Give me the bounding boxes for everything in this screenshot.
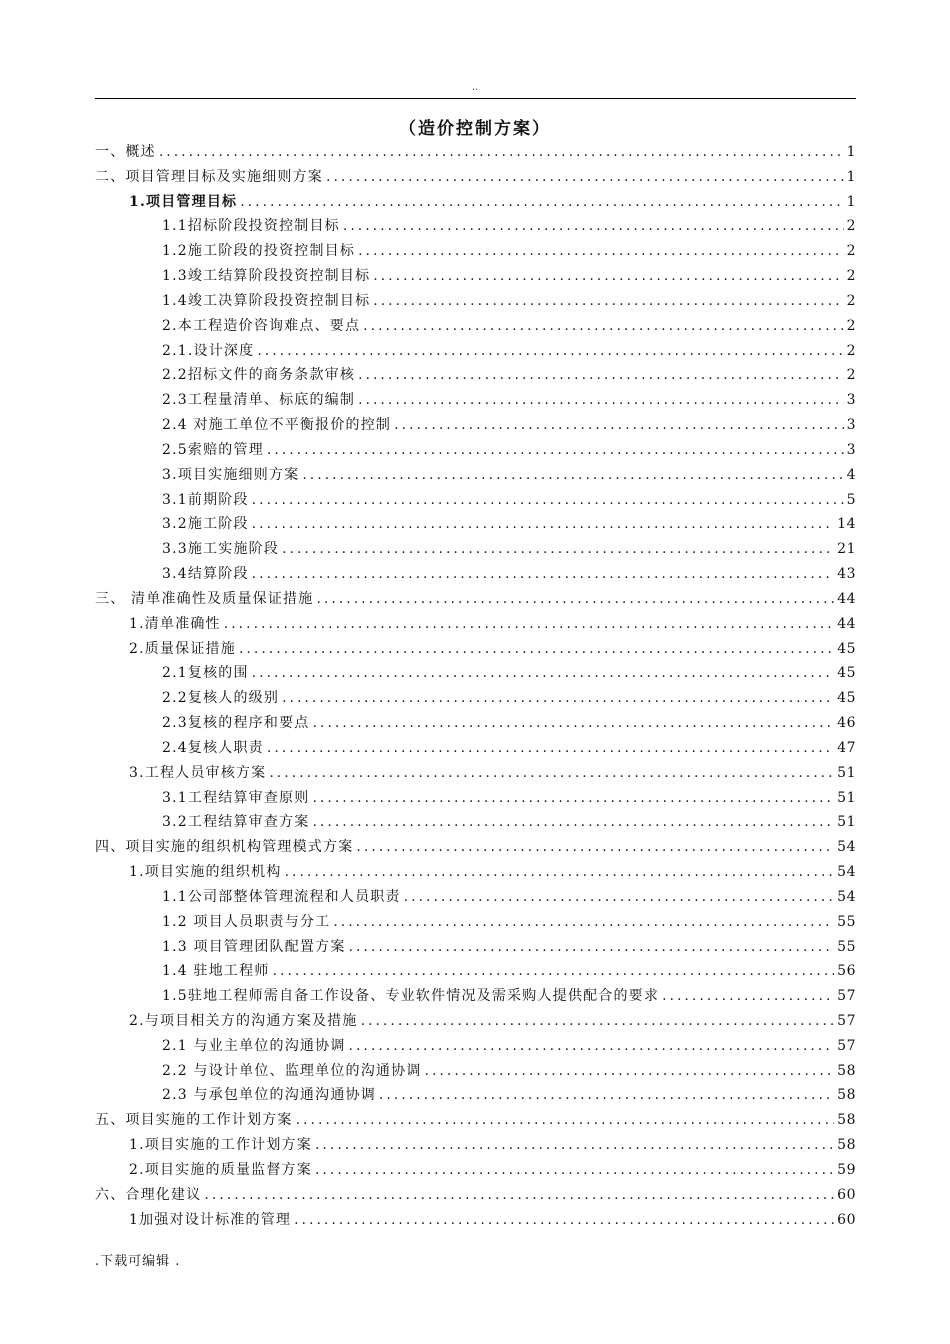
- toc-entry[interactable]: [95, 1034, 856, 1059]
- toc-entry[interactable]: [95, 289, 856, 314]
- toc-page-number: 46: [837, 715, 856, 732]
- toc-page-number: 2: [846, 292, 856, 309]
- toc-entry-title: 3.4结算阶段: [162, 566, 249, 583]
- toc-entry-title: 1.3竣工结算阶段投资控制目标: [162, 268, 371, 285]
- toc-leader-dots: [662, 984, 834, 1009]
- toc-entry[interactable]: [95, 562, 856, 587]
- toc-entry[interactable]: [95, 910, 856, 935]
- toc-entry-title: 2.4 对施工单位不平衡报价的控制: [162, 417, 392, 434]
- toc-leader-dots: [252, 512, 835, 537]
- toc-entry-title: 六、合理化建议: [95, 1186, 202, 1203]
- toc-leader-dots: [285, 860, 835, 885]
- toc-entry-title: 1.1招标阶段投资控制目标: [162, 218, 340, 235]
- toc-entry[interactable]: [95, 935, 856, 960]
- toc-page-number: 44: [837, 615, 856, 632]
- toc-entry-title: 3.工程人员审核方案: [129, 764, 267, 781]
- toc-entry-title: 四、项目实施的组织机构管理模式方案: [95, 839, 354, 856]
- header-mark: ..: [471, 82, 479, 93]
- toc-entry[interactable]: [95, 1158, 856, 1183]
- toc-leader-dots: [373, 289, 843, 314]
- toc-page-number: 51: [837, 814, 856, 831]
- toc-entry[interactable]: [95, 686, 856, 711]
- toc-leader-dots: [404, 885, 835, 910]
- toc-entry[interactable]: [95, 885, 856, 910]
- toc-entry-title: 3.1工程结算审查原则: [162, 789, 310, 806]
- toc-page-number: 51: [837, 789, 856, 806]
- toc-leader-dots: [312, 786, 834, 811]
- toc-leader-dots: [204, 1183, 834, 1208]
- toc-page-number: 1: [846, 168, 856, 185]
- toc-leader-dots: [363, 314, 843, 339]
- toc-leader-dots: [273, 959, 835, 984]
- toc-leader-dots: [343, 214, 844, 239]
- toc-entry-title: 2.2复核人的级别: [162, 690, 280, 707]
- toc-page-number: 2: [846, 317, 856, 334]
- toc-entry-title: 3.2施工阶段: [162, 516, 249, 533]
- toc-entry-title: 1.5驻地工程师需自备工作设备、专业软件情况及需采购人提供配合的要求: [162, 988, 660, 1005]
- toc-page-number: 1: [846, 144, 856, 160]
- toc-leader-dots: [315, 1133, 834, 1158]
- toc-entry[interactable]: [95, 612, 856, 637]
- toc-leader-dots: [349, 1034, 835, 1059]
- page-footer: .下载可编辑 .: [95, 1254, 181, 1269]
- toc-entry[interactable]: [95, 388, 856, 413]
- toc-page-number: 2: [846, 367, 856, 384]
- toc-entry-title: 1.1公司部整体管理流程和人员职责: [162, 888, 401, 905]
- toc-entry-title: 1.4 驻地工程师: [162, 963, 270, 980]
- toc-leader-dots: [394, 413, 843, 438]
- toc-page-number: 5: [846, 491, 856, 508]
- toc-entry[interactable]: [95, 413, 856, 438]
- toc-leader-dots: [224, 612, 834, 637]
- toc-entry-title: 3.项目实施细则方案: [162, 466, 300, 483]
- toc-leader-dots: [326, 165, 844, 190]
- toc-entry[interactable]: [95, 463, 856, 488]
- toc-page-number: 57: [837, 1012, 856, 1029]
- toc-entry[interactable]: [95, 165, 856, 190]
- toc-leader-dots: [240, 190, 843, 215]
- toc-leader-dots: [267, 736, 834, 761]
- toc-entry-title: 2.3 与承包单位的沟通沟通协调: [162, 1087, 376, 1104]
- toc-entry[interactable]: [95, 1059, 856, 1084]
- toc-entry-title: 3.2工程结算审查方案: [162, 814, 310, 831]
- toc-entry[interactable]: [95, 438, 856, 463]
- toc-entry[interactable]: [95, 214, 856, 239]
- toc-entry-title: 2.本工程造价咨询难点、要点: [162, 317, 361, 334]
- toc-page-number: 2: [846, 268, 856, 285]
- toc-entry-title: 1.项目实施的组织机构: [129, 864, 282, 881]
- toc-leader-dots: [267, 438, 844, 463]
- toc-leader-dots: [302, 463, 843, 488]
- toc-entry-title: 1.2施工阶段的投资控制目标: [162, 243, 356, 260]
- toc-leader-dots: [349, 935, 835, 960]
- toc-entry-title: 2.1.设计深度: [162, 342, 255, 359]
- toc-entry-title: 1.项目管理目标: [129, 193, 238, 210]
- toc-page-number: 54: [837, 864, 856, 881]
- toc-entry-title: 1.4竣工决算阶段投资控制目标: [162, 292, 371, 309]
- toc-leader-dots: [296, 1108, 835, 1133]
- toc-page-number: 58: [837, 1087, 856, 1104]
- toc-page-number: 2: [846, 243, 856, 260]
- toc-entry-title: 1.清单准确性: [129, 615, 221, 632]
- toc-page-number: 57: [837, 988, 856, 1005]
- toc-entry-title: 3.3施工实施阶段: [162, 541, 280, 558]
- toc-leader-dots: [257, 339, 843, 364]
- toc-entry[interactable]: [95, 1183, 856, 1208]
- toc-page-number: 2: [846, 342, 856, 359]
- toc-entry-title: 一、概述: [95, 144, 156, 160]
- toc-entry[interactable]: [95, 835, 856, 860]
- toc-entry[interactable]: [95, 984, 856, 1009]
- toc-page-number: 2: [846, 218, 856, 235]
- toc-page-number: 47: [837, 739, 856, 756]
- toc-page-number: 58: [837, 1137, 856, 1154]
- toc-page-number: 59: [837, 1161, 856, 1178]
- toc-page-number: 45: [837, 640, 856, 657]
- toc-entry-title: 1.项目实施的工作计划方案: [129, 1137, 312, 1154]
- toc-page-number: 58: [837, 1112, 856, 1129]
- document-title: （造价控制方案）: [399, 119, 551, 139]
- toc-leader-dots: [316, 587, 834, 612]
- toc-entry-title: 2.5索赔的管理: [162, 441, 264, 458]
- toc-entry[interactable]: [95, 711, 856, 736]
- toc-page-number: 3: [846, 441, 856, 458]
- toc-entry[interactable]: [95, 190, 856, 215]
- header-rule: [95, 98, 856, 99]
- toc-entry[interactable]: [95, 339, 856, 364]
- toc-leader-dots: [358, 363, 844, 388]
- toc-page-number: 58: [837, 1062, 856, 1079]
- toc-entry[interactable]: [95, 1083, 856, 1108]
- toc-leader-dots: [282, 686, 834, 711]
- toc-entry[interactable]: [95, 140, 856, 165]
- toc-page-number: 56: [837, 963, 856, 980]
- toc-entry-title: 2.质量保证措施: [129, 640, 236, 657]
- toc-entry-title: 五、项目实施的工作计划方案: [95, 1112, 293, 1129]
- toc-leader-dots: [315, 1158, 834, 1183]
- toc-leader-dots: [312, 711, 834, 736]
- toc-leader-dots: [358, 388, 844, 413]
- toc-entry-title: 2.与项目相关方的沟通方案及措施: [129, 1012, 358, 1029]
- toc-entry-title: 2.3复核的程序和要点: [162, 715, 310, 732]
- toc-entry-title: 2.2招标文件的商务条款审核: [162, 367, 356, 384]
- toc-leader-dots: [379, 1083, 834, 1108]
- toc-page-number: 57: [837, 1037, 856, 1054]
- toc-entry[interactable]: [95, 1208, 856, 1233]
- toc-leader-dots: [333, 910, 834, 935]
- toc-entry-title: 2.1复核的围: [162, 665, 249, 682]
- toc-entry-title: 1加强对设计标准的管理: [129, 1211, 292, 1228]
- toc-leader-dots: [239, 637, 834, 662]
- toc-entry-title: 3.1前期阶段: [162, 491, 249, 508]
- toc-entry[interactable]: [95, 736, 856, 761]
- toc-entry[interactable]: [95, 363, 856, 388]
- toc-leader-dots: [269, 761, 834, 786]
- toc-entry[interactable]: [95, 537, 856, 562]
- toc-page-number: 60: [837, 1211, 856, 1228]
- toc-page-number: 3: [846, 417, 856, 434]
- toc-entry[interactable]: [95, 314, 856, 339]
- toc-page-number: 54: [837, 888, 856, 905]
- toc-entry[interactable]: [95, 761, 856, 786]
- toc-entry-title: 1.2 项目人员职责与分工: [162, 913, 331, 930]
- toc-page-number: 44: [837, 590, 856, 607]
- toc-leader-dots: [159, 140, 844, 165]
- toc-page-number: 45: [837, 690, 856, 707]
- toc-entry-title: 2.1 与业主单位的沟通协调: [162, 1037, 346, 1054]
- table-of-contents: [95, 140, 856, 1232]
- toc-leader-dots: [358, 239, 844, 264]
- toc-leader-dots: [312, 810, 834, 835]
- toc-entry-title: 2.4复核人职责: [162, 739, 264, 756]
- toc-entry[interactable]: [95, 810, 856, 835]
- toc-leader-dots: [361, 1009, 835, 1034]
- toc-entry-title: 二、项目管理目标及实施细则方案: [95, 168, 323, 185]
- toc-entry-title: 三、 清单准确性及质量保证措施: [95, 590, 314, 607]
- toc-page-number: 55: [837, 938, 856, 955]
- toc-entry[interactable]: [95, 1009, 856, 1034]
- toc-entry-title: 2.3工程量清单、标底的编制: [162, 392, 356, 409]
- toc-page-number: 3: [846, 392, 856, 409]
- toc-leader-dots: [294, 1208, 834, 1233]
- toc-entry[interactable]: [95, 512, 856, 537]
- toc-entry[interactable]: [95, 264, 856, 289]
- toc-leader-dots: [252, 488, 844, 513]
- toc-leader-dots: [282, 537, 834, 562]
- toc-entry[interactable]: [95, 661, 856, 686]
- toc-entry[interactable]: [95, 860, 856, 885]
- toc-page-number: 55: [837, 913, 856, 930]
- toc-entry-title: 2.项目实施的质量监督方案: [129, 1161, 312, 1178]
- toc-page-number: 14: [837, 516, 856, 533]
- toc-entry[interactable]: [95, 239, 856, 264]
- toc-entry[interactable]: [95, 637, 856, 662]
- toc-leader-dots: [373, 264, 843, 289]
- toc-page-number: 51: [837, 764, 856, 781]
- toc-page-number: 60: [837, 1186, 856, 1203]
- toc-entry[interactable]: [95, 1133, 856, 1158]
- toc-page-number: 54: [837, 839, 856, 856]
- toc-page-number: 1: [846, 193, 856, 210]
- toc-entry-title: 2.2 与设计单位、监理单位的沟通协调: [162, 1062, 422, 1079]
- toc-leader-dots: [252, 562, 835, 587]
- toc-entry-title: 1.3 项目管理团队配置方案: [162, 938, 346, 955]
- toc-entry[interactable]: [95, 488, 856, 513]
- toc-leader-dots: [356, 835, 834, 860]
- toc-entry[interactable]: [95, 1108, 856, 1133]
- toc-page-number: 4: [846, 466, 856, 483]
- toc-leader-dots: [252, 661, 835, 686]
- toc-entry[interactable]: [95, 959, 856, 984]
- toc-page-number: 21: [837, 541, 856, 558]
- toc-page-number: 43: [837, 566, 856, 583]
- toc-leader-dots: [425, 1059, 835, 1084]
- toc-page-number: 45: [837, 665, 856, 682]
- toc-entry[interactable]: [95, 587, 856, 612]
- toc-entry[interactable]: [95, 786, 856, 811]
